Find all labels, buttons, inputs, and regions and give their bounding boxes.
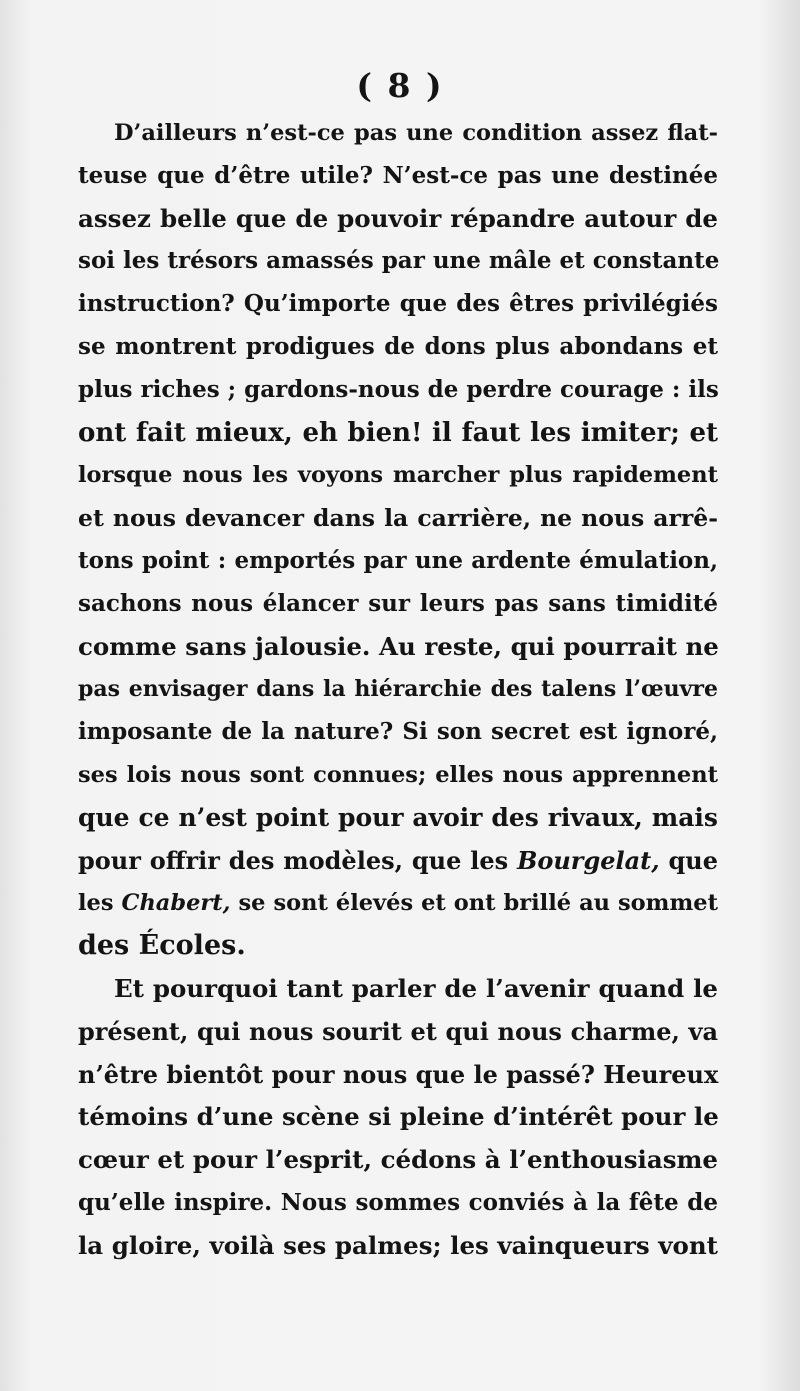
text-line: n’être bientôt pour nous que le passé? Heureux bbox=[78, 1059, 719, 1089]
text-line: se montrent prodigues de dons plus abondans et bbox=[78, 332, 718, 360]
italic-name-bourgelat: Bourgelat, bbox=[517, 845, 660, 875]
text-fragment: se sont élevés et ont brillé au sommet bbox=[230, 890, 718, 917]
text-line: témoins d’une scène si pleine d’intérêt pour le bbox=[78, 1102, 719, 1132]
text-line: ses lois nous sont connues; elles nous apprennent bbox=[78, 761, 718, 788]
text-line: Et pourquoi tant parler de l’avenir quand le bbox=[114, 973, 718, 1003]
text-line bbox=[78, 882, 718, 925]
text-line: ont fait mieux, eh bien! il faut les imiter; et bbox=[78, 417, 718, 448]
italic-name-chabert: Chabert, bbox=[121, 890, 231, 917]
text-line bbox=[78, 840, 718, 883]
text-line: pas envisager dans la hiérarchie des talens l’œuvre bbox=[78, 676, 718, 703]
text-fragment: les bbox=[78, 890, 122, 917]
text-line: des Écoles. bbox=[78, 930, 246, 962]
text-line: plus riches ; gardons-nous de perdre courage : ils bbox=[78, 375, 719, 403]
text-line: lorsque nous les voyons marcher plus rapidement bbox=[78, 462, 718, 489]
text-line: et nous devancer dans la carrière, ne nous arrê- bbox=[78, 504, 718, 533]
text-line: sachons nous élancer sur leurs pas sans timidité bbox=[78, 589, 718, 617]
text-fragment: pour offrir des modèles, que les bbox=[78, 845, 518, 875]
text-line: assez belle que de pouvoir répandre autour de bbox=[78, 203, 718, 233]
text-line: présent, qui nous sourit et qui nous charme, va bbox=[78, 1016, 718, 1046]
text-line: D’ailleurs n’est-ce pas une condition assez flat- bbox=[114, 120, 718, 146]
text-fragment: que bbox=[659, 845, 719, 875]
body-text bbox=[78, 112, 718, 1268]
text-line: tons point : emportés par une ardente émulation, bbox=[78, 546, 718, 574]
text-line: instruction? Qu’importe que des êtres privilégiés bbox=[78, 290, 718, 318]
page-number: ( 8 ) bbox=[356, 66, 444, 105]
text-line: teuse que d’être utile? N’est-ce pas une destinée bbox=[78, 161, 718, 189]
text-line: la gloire, voilà ses palmes; les vainqueurs vont bbox=[78, 1230, 718, 1260]
text-line: comme sans jalousie. Au reste, qui pourrait ne bbox=[78, 631, 719, 661]
text-line: que ce n’est point pour avoir des rivaux, mais bbox=[78, 802, 718, 832]
text-line: imposante de la nature? Si son secret est ignoré, bbox=[78, 718, 718, 746]
text-line: soi les trésors amassés par une mâle et constante bbox=[78, 247, 720, 275]
text-line: qu’elle inspire. Nous sommes conviés à la fête de bbox=[78, 1188, 718, 1216]
text-line: cœur et pour l’esprit, cédons à l’enthousiasme bbox=[78, 1145, 718, 1175]
